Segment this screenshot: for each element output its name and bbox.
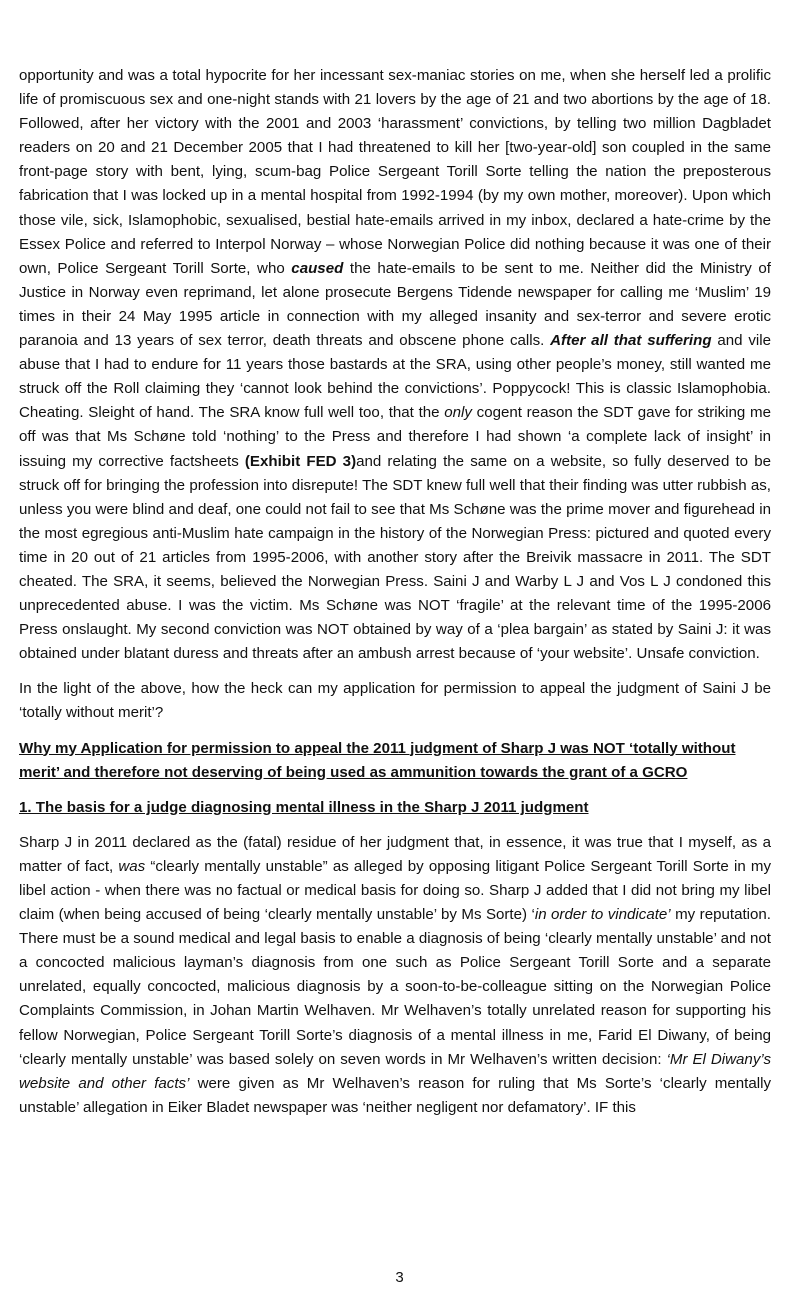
text-run: my reputation. There must be a sound medical and legal basis to enable a diagnosis of being ‘clearly mentally unstable’ and not a concocted malicious layman’s diagnosis from one such as Police Sergeant Torill Sorte and a separate unrelated, equally concocted, malicious diagnosis by a soon-to-be-colleague sitting on the Norwegian Police Complaints Commission, in Johan Martin Welhaven. Mr Welhaven’s totally unrelated reason for supporting his fellow Norwegian, Police Sergeant Torill Sorte’s diagnosis of a mental illness in me, Farid El Diwany, of being ‘clearly mentally unstable’ was based solely on seven words in Mr Welhaven’s written decision: — [19, 906, 772, 1068]
text-run: Sharp J in 2011 declared as the (fatal) residue of her judgment that, in essence, it was true that I myself, as a matter of fact, — [19, 833, 771, 875]
text-run: cogent reason the SDT gave for striking me off was that Ms Schøne told ‘nothing’ to the Press and therefore I had shown ‘a complete lack of insight’ in issuing my corrective factsheets — [19, 404, 771, 470]
emphasis-only: only — [444, 404, 472, 422]
paragraph-2: In the light of the above, how the heck can my application for permission to appeal the judgment of Saini J be ‘totally without merit’? — [19, 680, 771, 722]
emphasis-quote: ‘Mr El Diwany’s website and other facts’ — [19, 1050, 771, 1092]
emphasis-caused: caused — [291, 259, 344, 277]
text-run: “clearly mentally unstable” as alleged by opposing litigant Police Sergeant Torill Sorte in my libel action - when there was no factual or medical basis for doing so. Sharp J added that I did not bring my libel claim (when being accused of being ‘clearly mentally unstable’ by Ms Sorte) ‘ — [19, 857, 771, 924]
text-run: the hate-emails to be sent to me. Neither did the Ministry of Justice in Norway even reprimand, let alone prosecute Bergens Tidende newspaper for calling me ‘Muslim’ 19 times in their 24 May 1995 article in connection with my alleged insanity and sex-terror and severe erotic paranoia and 13 years of sex terror, death threats and obscene phone calls. — [19, 259, 771, 350]
text-run: were given as Mr Welhaven’s reason for ruling that Ms Sorte’s ‘clearly mentally unstable’ allegation in Eiker Bladet newspaper was ‘neither negligent nor defamatory’. IF this — [19, 1074, 771, 1116]
text-run: and relating the same on a website, so fully deserved to be struck off for bringing the profession into disrepute! The SDT knew full well that their finding was utter rubbish as, unless you were blind and deaf, one could not fail to see that Ms Schøne was the prime mover and figurehead in the most egregious anti-Muslim hate campaign in the history of the Norwegian Press: pictured and quoted every time in 20 out of 21 articles from 1995-2006, with another story after the Breivik massacre in 2011. The SDT cheated. The SRA, it seems, believed the Norwegian Press. Saini J and Warby L J and Vos L J condoned this unprecedented abuse. I was the victim. Ms Schøne was NOT ‘fragile’ at the relevant time of the 1995-2006 Press onslaught. My second conviction was NOT obtained by way of a ‘plea bargain’ as stated by Saini J: it was obtained under blatant duress and threats after an ambush arrest because of ‘your website’. Unsafe conviction. — [19, 452, 771, 663]
emphasis-vindicate: in order to vindicate’ — [534, 906, 671, 924]
paragraph-3 — [19, 831, 771, 1120]
document-body — [19, 64, 771, 1131]
page-number: 3 — [395, 1269, 404, 1286]
text-run: opportunity and was a total hypocrite for her incessant sex-maniac stories on me, when she herself led a prolific life of promiscuous sex and one-night stands with 21 lovers by the age of 21 and two abortions by the age of 18. Followed, after her victory with the 2001 and 2003 ‘harassment’ convictions, by telling two million Dagbladet readers on 20 and 21 December 2005 that I had threatened to kill her [two-year-old] son coupled in the same front-page story with bent, lying, scum-bag Police Sergeant Torill Sorte telling the nation the preposterous fabrication that I was locked up in a mental hospital from 1992-1994 (by my own mother, moreover). Upon which those vile, sick, Islamophobic, sexualised, bestial hate-emails arrived in my inbox, declared a hate-crime by the Essex Police and referred to Interpol Norway – whose Norwegian Police did nothing because it was one of their own, Police Sergeant Torill Sorte, who — [19, 67, 771, 277]
exhibit-reference: (Exhibit FED 3) — [244, 452, 357, 470]
emphasis-after-all: After all that suffering — [550, 332, 712, 350]
text-run: and vile abuse that I had to endure for 11 years those bastards at the SRA, using other people’s money, still wanted me struck off the Roll claiming they ‘cannot look behind the convictions’. Poppycock! This is classic Islamophobia. Cheating. Sleight of hand. The SRA know full well too, that the — [19, 332, 771, 422]
section-heading: Why my Application for permission to appeal the 2011 judgment of Sharp J was NOT ‘totally without merit’ and therefore not deserving of being used as ammunition towards the grant of a GCRO — [19, 739, 736, 781]
subsection-heading: 1. The basis for a judge diagnosing mental illness in the Sharp J 2011 judgment — [19, 798, 589, 816]
emphasis-was: was — [118, 857, 146, 875]
paragraph-1 — [19, 64, 771, 666]
